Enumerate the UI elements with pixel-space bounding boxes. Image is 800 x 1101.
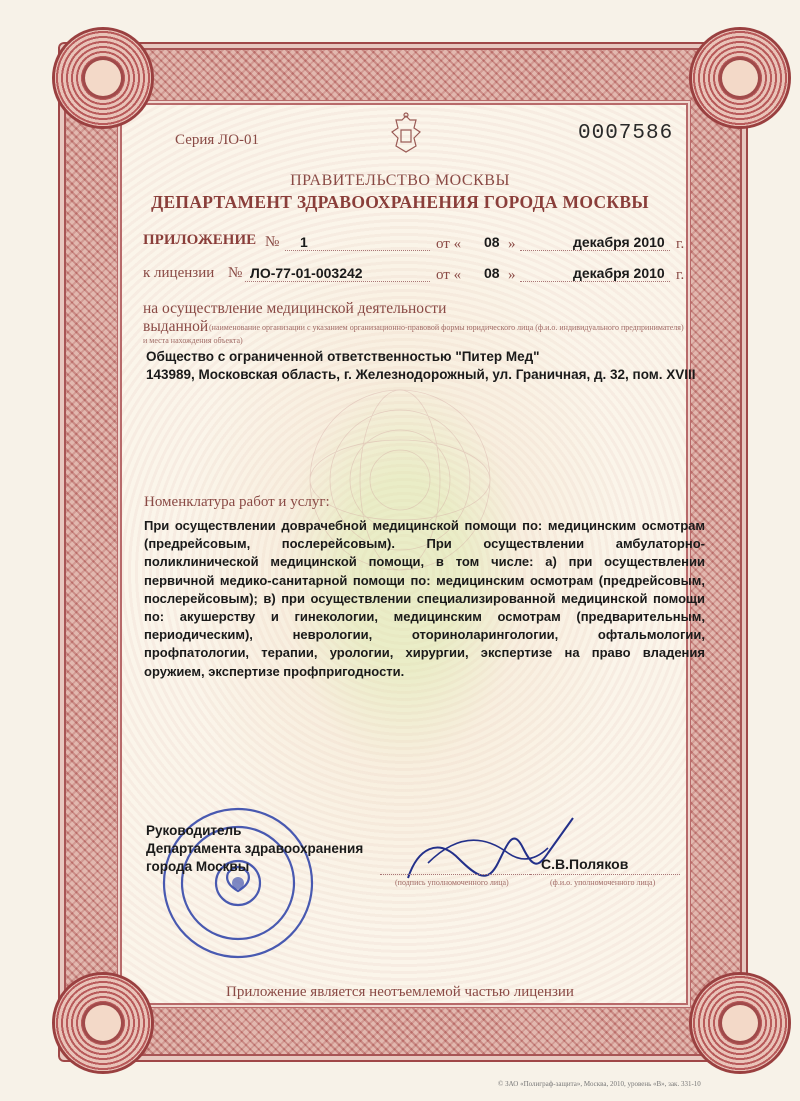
coat-of-arms-icon — [387, 112, 425, 158]
corner-rosette-icon — [55, 30, 151, 126]
issued-note: (наименование организации с указанием организационно-правовой формы юридического лица (ф.и.о. индивидуального предпринимателя) — [209, 323, 684, 332]
license-close-quote: » — [508, 267, 516, 283]
appendix-number: 1 — [300, 234, 308, 250]
organization-name: Общество с ограниченной ответственностью "Питер Мед" — [146, 349, 540, 364]
license-no-sign: № — [228, 265, 243, 281]
signer-title-2: Департамента здравоохранения — [146, 841, 364, 856]
organization-block — [146, 348, 696, 384]
license-month-year: декабря 2010 — [573, 265, 665, 281]
signer-title-1: Руководитель — [146, 823, 242, 838]
issued-label: выданной — [143, 318, 209, 335]
corner-rosette-icon — [692, 30, 788, 126]
series-label: Серия ЛО-01 — [175, 132, 260, 148]
issued-note-2: и места нахождения объекта) — [143, 336, 243, 345]
appendix-from-label: от « — [436, 236, 462, 252]
appendix-close-quote: » — [508, 236, 516, 252]
signature-caption: (подпись уполномоченного лица) — [395, 878, 509, 887]
handwritten-signature-icon — [398, 808, 578, 888]
signature-line — [380, 874, 530, 875]
license-date-line — [520, 281, 670, 282]
printer-imprint: © ЗАО «Полиграф-защита», Москва, 2010, уровень «В», зак. 331-10 — [498, 1080, 701, 1088]
government-title: ПРАВИТЕЛЬСТВО МОСКВЫ — [290, 172, 510, 189]
footer-note: Приложение является неотъемлемой частью лицензии — [226, 984, 574, 1000]
appendix-day: 08 — [484, 234, 500, 250]
license-label: к лицензии — [143, 265, 215, 281]
nomenclature-title: Номенклатура работ и услуг: — [144, 494, 330, 510]
signer-name: С.В.Поляков — [541, 856, 629, 872]
name-caption: (ф.и.о. уполномоченного лица) — [550, 878, 656, 887]
appendix-year-suffix: г. — [676, 236, 685, 252]
name-line — [530, 874, 680, 875]
organization-address: 143989, Московская область, г. Железнодорожный, ул. Граничная, д. 32, пом. XVIII — [146, 367, 696, 382]
signer-title-3: города Москвы — [146, 859, 250, 874]
appendix-month-year: декабря 2010 — [573, 234, 665, 250]
appendix-no-sign: № — [265, 234, 280, 250]
document-number: 0007586 — [578, 122, 674, 145]
nomenclature-text: При осуществлении доврачебной медицинской помощи по: медицинским осмотрам (предрейсовым, послерейсовым). При осуществлении амбулаторно-поликлинической медицинской помощи, в том числе: а) при осуществлении первичной медико-санитарной помощи по: медицинским осмотрам (предрейсовым, послерейсовым); в) при осуществлении специализированной медицинской помощи по: акушерству и гинекологии, медицинским осмотрам (предварительным, периодическим), неврологии, оториноларингологии, офтальмологии, профпатологии, терапии, урологии, хирургии, экспертизе на право владения оружием, экспертизе профпригодности. — [144, 518, 705, 679]
appendix-label: ПРИЛОЖЕНИЕ — [143, 232, 257, 248]
license-day: 08 — [484, 265, 500, 281]
license-year-suffix: г. — [676, 267, 685, 283]
license-from-label: от « — [436, 267, 462, 283]
signer-title-block — [146, 822, 363, 876]
license-number: ЛО-77-01-003242 — [250, 265, 363, 281]
purpose-line: на осуществление медицинской деятельности — [143, 300, 447, 317]
appendix-date-line — [520, 250, 670, 251]
department-title: ДЕПАРТАМЕНТ ЗДРАВООХРАНЕНИЯ ГОРОДА МОСКВЫ — [151, 192, 649, 212]
appendix-number-line — [285, 250, 430, 251]
license-number-line — [245, 281, 430, 282]
